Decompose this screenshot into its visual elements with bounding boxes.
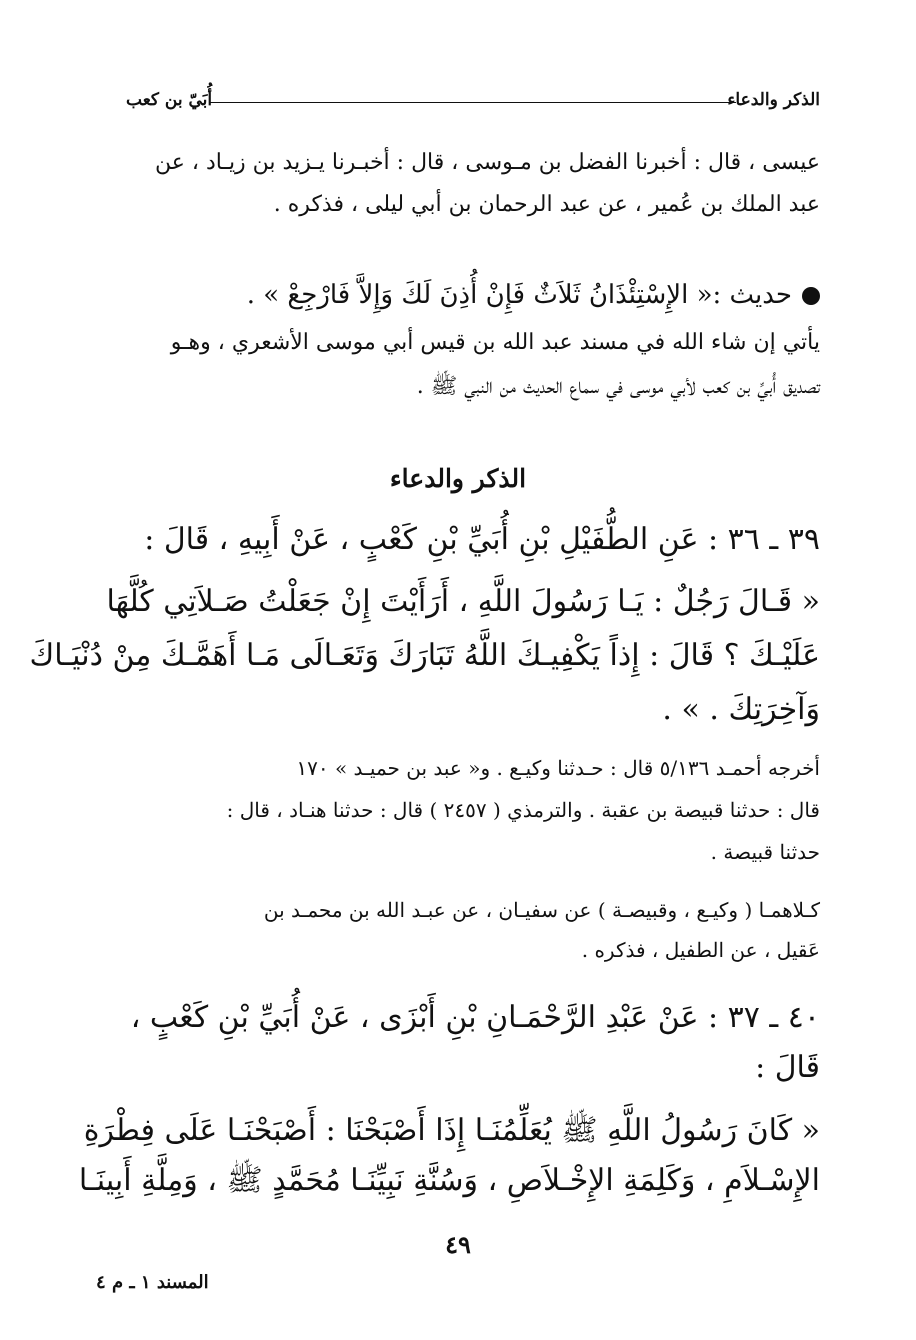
- hadith-title-text: حديث :« الإِسْتِئْذَانُ ثَلاَثٌ فَإِنْ أُذِنَ لَكَ وَإِلاَّ فَارْجِعْ » .: [246, 280, 792, 310]
- isnad-line: كـلاهمـا ( وكيـع ، وقبيصـة ) عن سفيـان ، عن عبـد الله بن محمـد بن: [263, 898, 820, 922]
- section-heading: الذكر والدعاء: [389, 464, 527, 493]
- hadith-line: « قَـالَ رَجُلٌ : يَـا رَسُولَ اللَّهِ ، أَرَأَيْتَ إِنْ جَعَلْتُ صَـلاَتِي كُلَّهَا: [106, 584, 820, 619]
- running-header-chapter: أُبَيّ بن كعب: [126, 90, 213, 110]
- takhrij-line: قال : حدثنا قبيصة بن عقبة . والترمذي ( ٢٤٥٧ ) قال : حدثنا هنـاد ، قال :: [226, 798, 820, 822]
- isnad-line: عَقيل ، عن الطفيل ، فذكره .: [581, 938, 820, 962]
- takhrij-line: حدثنا قبيصة .: [710, 840, 820, 864]
- running-header-section: الذكر والدعاء: [727, 90, 820, 110]
- bullet-icon: [802, 287, 820, 305]
- hadith-line: عَلَيْـكَ ؟ قَالَ : إِذاً يَكْفِيـكَ اللَّهُ تَبَارَكَ وَتَعَـالَى مَـا أَهَمَّـكَ مِنْ دُنْيَـاكَ: [29, 638, 820, 673]
- text-line: عبد الملك بن عُمير ، عن عبد الرحمان بن أبي ليلى ، فذكره .: [273, 192, 820, 217]
- hadith-line: وَآخِرَتِكَ . » .: [662, 692, 820, 727]
- text-line: عيسى ، قال : أخبرنا الفضل بن مـوسى ، قال : أخبـرنا يـزيد بن زيـاد ، عن: [155, 150, 820, 175]
- hadith-title: [247, 280, 820, 310]
- hadith-line: ٣٩ ـ ٣٦ : عَنِ الطُّفَيْلِ بْنِ أُبَيِّ بْنِ كَعْبٍ ، عَنْ أَبِيهِ ، قَالَ :: [144, 522, 820, 557]
- hadith-line: الإِسْـلاَمِ ، وَكَلِمَةِ الإِخْـلاَصِ ، وَسُنَّةِ نَبِيِّنَـا مُحَمَّدٍ ﷺ ، وَمِلَّةِ أَبِينَـا: [78, 1163, 820, 1198]
- signature-mark: المسند ١ ـ م ٤: [96, 1272, 209, 1293]
- page-number: ٤٩: [445, 1230, 471, 1259]
- text-line: تصديق أُبيِّ بن كعب لأبي موسى في سماع الحديث من النبي ﷺ .: [416, 374, 820, 399]
- hadith-line: « كَانَ رَسُولُ اللَّهِ ﷺ يُعَلِّمُنَـا إِذَا أَصْبَحْنَا : أَصْبَحْنَـا عَلَى فِطْرَةِ: [83, 1113, 820, 1148]
- takhrij-line: أخرجه أحمـد ٥/١٣٦ قال : حـدثنا وكيـع . و« عبد بن حميـد » ١٧٠: [296, 756, 820, 780]
- text-line: يأتي إن شاء الله في مسند عبد الله بن قيس أبي موسى الأشعري ، وهـو: [170, 330, 820, 355]
- hadith-line: قَالَ :: [755, 1050, 820, 1085]
- hadith-line: ٤٠ ـ ٣٧ : عَنْ عَبْدِ الرَّحْمَـانِ بْنِ أَبْزَى ، عَنْ أُبَيِّ بْنِ كَعْبٍ ،: [130, 1000, 820, 1035]
- header-rule: [210, 102, 736, 103]
